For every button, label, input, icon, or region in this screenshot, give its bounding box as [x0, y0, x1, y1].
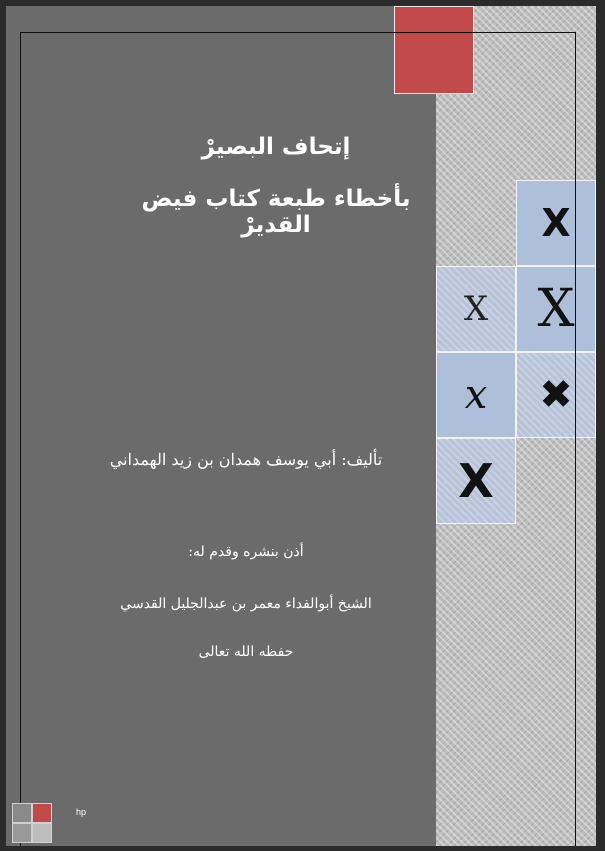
x-mark-icon: ✖	[539, 372, 573, 418]
x-mark-icon: X	[537, 279, 575, 339]
sheikh-line: الشيخ أبوالفداء معمر بن عبدالجليل القدسي	[120, 596, 372, 612]
permission-line: أذن بنشره وقدم له:	[188, 544, 304, 560]
prayer-line: حفظه الله تعالى	[198, 644, 294, 660]
x-mark-icon: X	[458, 454, 494, 508]
publisher-logo-text: hp	[76, 807, 87, 817]
x-mark-icon: X	[541, 201, 571, 245]
x-mark-icon: x	[464, 372, 488, 418]
author-line: تأليف: أبي يوسف همدان بن زيد الهمداني	[109, 450, 383, 469]
book-title: إتحاف البصيرْ	[201, 134, 351, 160]
book-subtitle: بأخطاء طبعة كتاب فيض القديرْ	[141, 186, 411, 238]
publisher-logo-icon	[12, 803, 54, 845]
book-cover	[6, 6, 596, 846]
x-mark-icon: X	[463, 289, 489, 329]
